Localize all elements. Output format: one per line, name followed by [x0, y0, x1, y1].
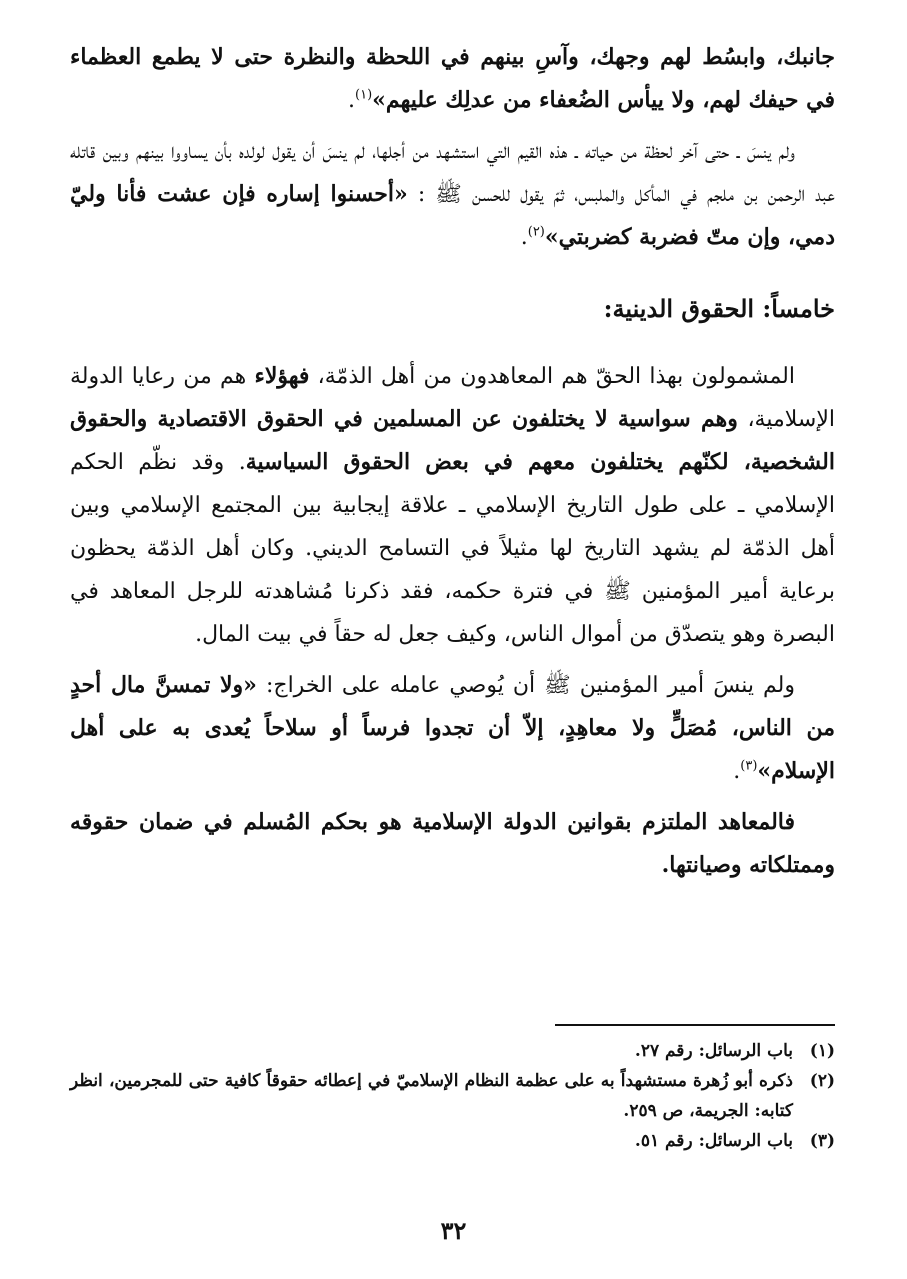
emphasis-text: وهم سواسية لا يختلفون عن المسلمين في الحقوق الاقتصادية والحقوق الشخصية، لكنّهم يختلفون معهم في بعض الحقوق السياسية — [70, 406, 835, 475]
footnote-text: باب الرسائل: رقم ٢٧. — [634, 1041, 793, 1061]
footnote-number: (١) — [809, 1041, 835, 1061]
paragraph-text: ولم ينسَ ـ حتى آخر لحظة من حياته ـ هذه القيم التي استشهد من أجلها، لم ينسَ أن يقول لولده بأن يساووا بينهم وبين قاتله عبد الرحمن بن ملجم في المأكل والملبس، ثمّ يقول للحسن ﷺ : — [70, 139, 835, 207]
paragraph-dhimmi-rights — [70, 355, 835, 656]
section-heading: خامساً: الحقوق الدينية: — [603, 294, 835, 323]
footnote-ref: (٢) — [527, 224, 545, 240]
paragraph-text: المشمولون بهذا الحقّ هم المعاهدون من أهل الذمّة، — [309, 364, 795, 389]
quote-text: جانبك، وابسُط لهم وجهك، وآسِ بينهم في اللحظة والنظرة حتى لا يطمع العظماء في حيفك لهم، ولا ييأس الضُعفاء من عدلِك عليهم» — [70, 44, 835, 113]
sentence-end: . — [520, 225, 528, 250]
paragraph-conclusion: فالمعاهد الملتزم بقوانين الدولة الإسلامية هو بحكم المُسلم في ضمان حقوقه وممتلكاته وصيانتها. — [70, 809, 835, 878]
paragraph-text: هم من رعايا الدولة الإسلامية، — [70, 364, 835, 432]
sentence-end: . — [348, 88, 356, 113]
emphasis-text: فهؤلاء — [254, 363, 310, 389]
footnote-text: باب الرسائل: رقم ٥١. — [634, 1131, 793, 1151]
quote-text: «أحسنوا إساره فإن عشت فأنا وليّ دمي، وإن متّ فضربة كضربتي» — [70, 181, 835, 250]
page-body — [70, 36, 835, 887]
footnotes — [70, 1024, 835, 1156]
footnote-ref: (١) — [355, 87, 373, 103]
footnote-item — [70, 1126, 835, 1156]
footnote-divider — [555, 1024, 835, 1026]
page-number: ٣٢ — [440, 1216, 467, 1245]
footnote-ref: (٣) — [740, 758, 758, 774]
footnote-item — [70, 1066, 835, 1126]
paragraph-kharaj-instruction — [70, 664, 835, 793]
paragraph-last-moments — [70, 130, 835, 259]
footnote-number: (٣) — [809, 1131, 835, 1151]
paragraph-text: . وقد نظّم الحكم الإسلامي ـ على طول التاريخ الإسلامي ـ علاقة إيجابية بين المجتمع الإسلامي وبين أهل الذمّة لم يشهد التاريخ لها مثيلاً في التسامح الديني. وكان أهل الذمّة يحظون برعاية أمير المؤمنين ﷺ في فترة حكمه، فقد ذكرنا مُشاهدته للرجل المعاهد في البصرة وهو يتصدّق من أموال الناس، وكيف جعل له حقاً في بيت المال. — [70, 450, 835, 647]
footnote-item — [70, 1036, 835, 1066]
paragraph-text: ولم ينسَ أمير المؤمنين ﷺ أن يُوصي عامله على الخراج: — [256, 673, 795, 698]
quote-text: «ولا تمسنَّ مال أحدٍ من الناس، مُصَلٍّ ولا معاهِدٍ، إلاّ أن تجدوا فرساً أو سلاحاً يُعدى به على أهل الإسلام» — [70, 672, 835, 784]
footnote-text: ذكره أبو زُهرة مستشهداً به على عظمة النظام الإسلاميّ في إعطائه حقوقاً كافية حتى للمجرمين، انظر كتابه: الجريمة، ص ٢٥٩. — [70, 1071, 793, 1121]
paragraph-quote-continuation — [70, 36, 835, 122]
sentence-end: . — [733, 759, 741, 784]
footnote-number: (٢) — [809, 1071, 835, 1091]
